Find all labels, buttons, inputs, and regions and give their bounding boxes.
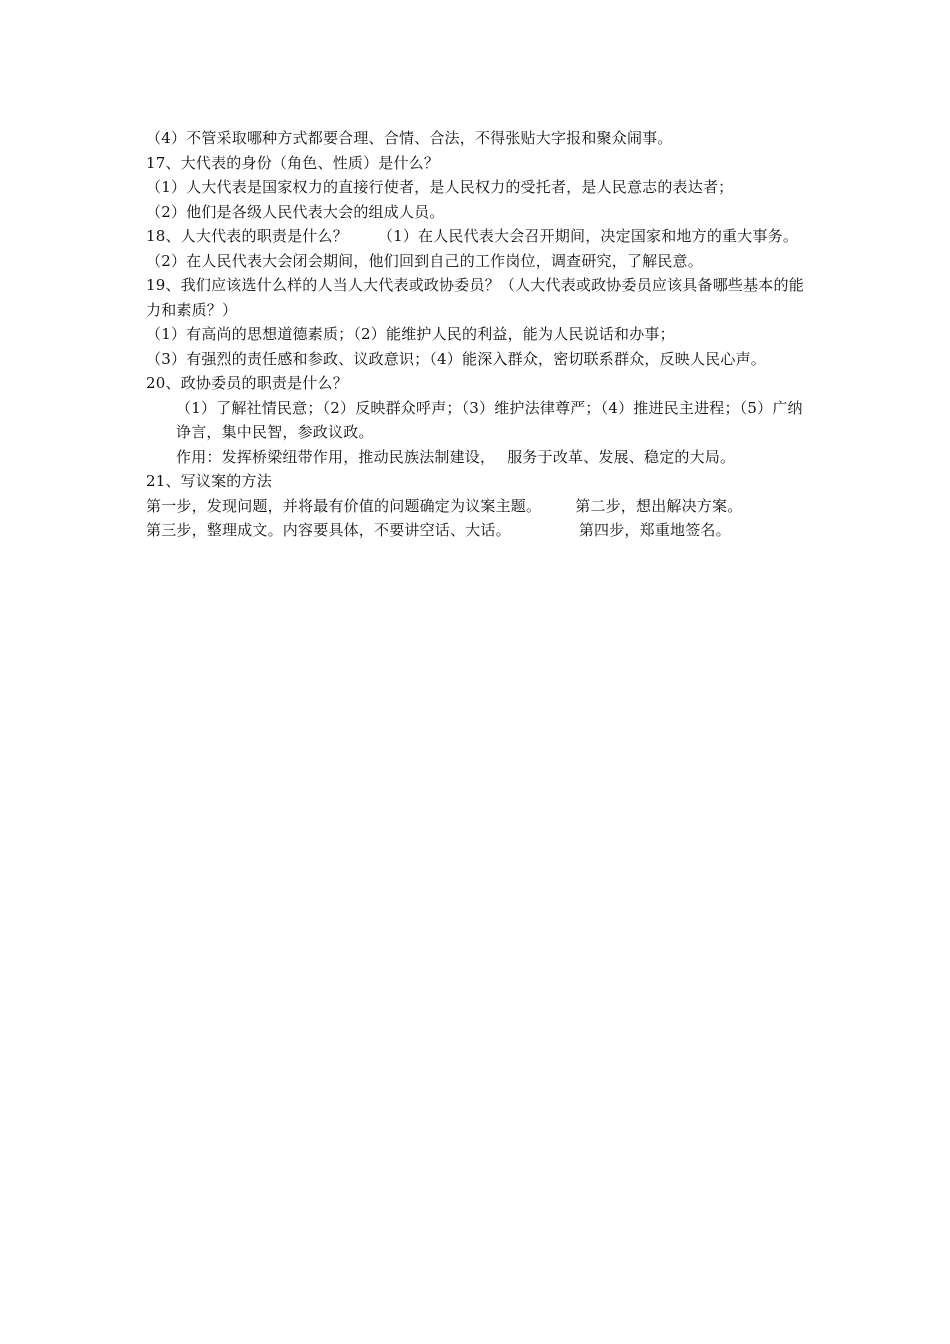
role-text: 发挥桥梁纽带作用，推动民族法制建设， — [221, 447, 496, 466]
answer-20-role — [146, 445, 816, 470]
item-4-text: （4）不管采取哪种方式都要合理、合情、合法，不得张贴大字报和聚众闹事。 — [146, 129, 673, 147]
step-2: 第二步，想出解决方案。 — [575, 496, 743, 515]
question-21: 21、写议案的方法 — [146, 472, 272, 490]
answer-17-1: （1）人大代表是国家权力的直接行使者，是人民权力的受托者，是人民意志的表达者； — [146, 178, 734, 196]
answer-17-2: （2）他们是各级人民代表大会的组成人员。 — [146, 202, 445, 221]
question-18-block — [146, 224, 816, 249]
answer-19-2: （3）有强烈的责任感和参政、议政意识；（4）能深入群众，密切联系群众，反映人民心声。 — [146, 349, 766, 368]
step-1: 第一步，发现问题，并将最有价值的问题确定为议案主题。 — [146, 496, 542, 515]
steps-1-2 — [146, 494, 816, 519]
step-4: 第四步，郑重地签名。 — [578, 521, 731, 539]
role-label: 作用： — [176, 447, 222, 466]
role-text-2: 服务于改革、发展、稳定的大局。 — [507, 447, 736, 466]
question-18: 18、人大代表的职责是什么？ — [146, 227, 348, 245]
step-3: 第三步，整理成文。内容要具体，不要讲空话、大话。 — [146, 521, 511, 539]
question-17: 17、大代表的身份（角色、性质）是什么？ — [146, 153, 440, 172]
document-body — [146, 126, 816, 543]
steps-3-4 — [146, 518, 816, 543]
answer-19-1: （1）有高尚的思想道德素质；（2）能维护人民的利益，能为人民说话和办事； — [146, 325, 675, 343]
question-19: 19、我们应该选什么样的人当人大代表或政协委员？（人大代表或政协委员应该具备哪些基本的能力和素质？） — [146, 276, 804, 319]
answer-20-1: （1）了解社情民意；（2）反映群众呼声；（3）维护法律尊严；（4）推进民主进程；（5）广纳诤言，集中民智，参政议政。 — [176, 398, 803, 441]
question-20: 20、政协委员的职责是什么？ — [146, 374, 348, 392]
answer-18-1: （1）在人民代表大会召开期间，决定国家和地方的重大事务。 — [377, 227, 799, 245]
answer-18-2: （2）在人民代表大会闭会期间，他们回到自己的工作岗位，调查研究，了解民意。 — [146, 251, 703, 270]
